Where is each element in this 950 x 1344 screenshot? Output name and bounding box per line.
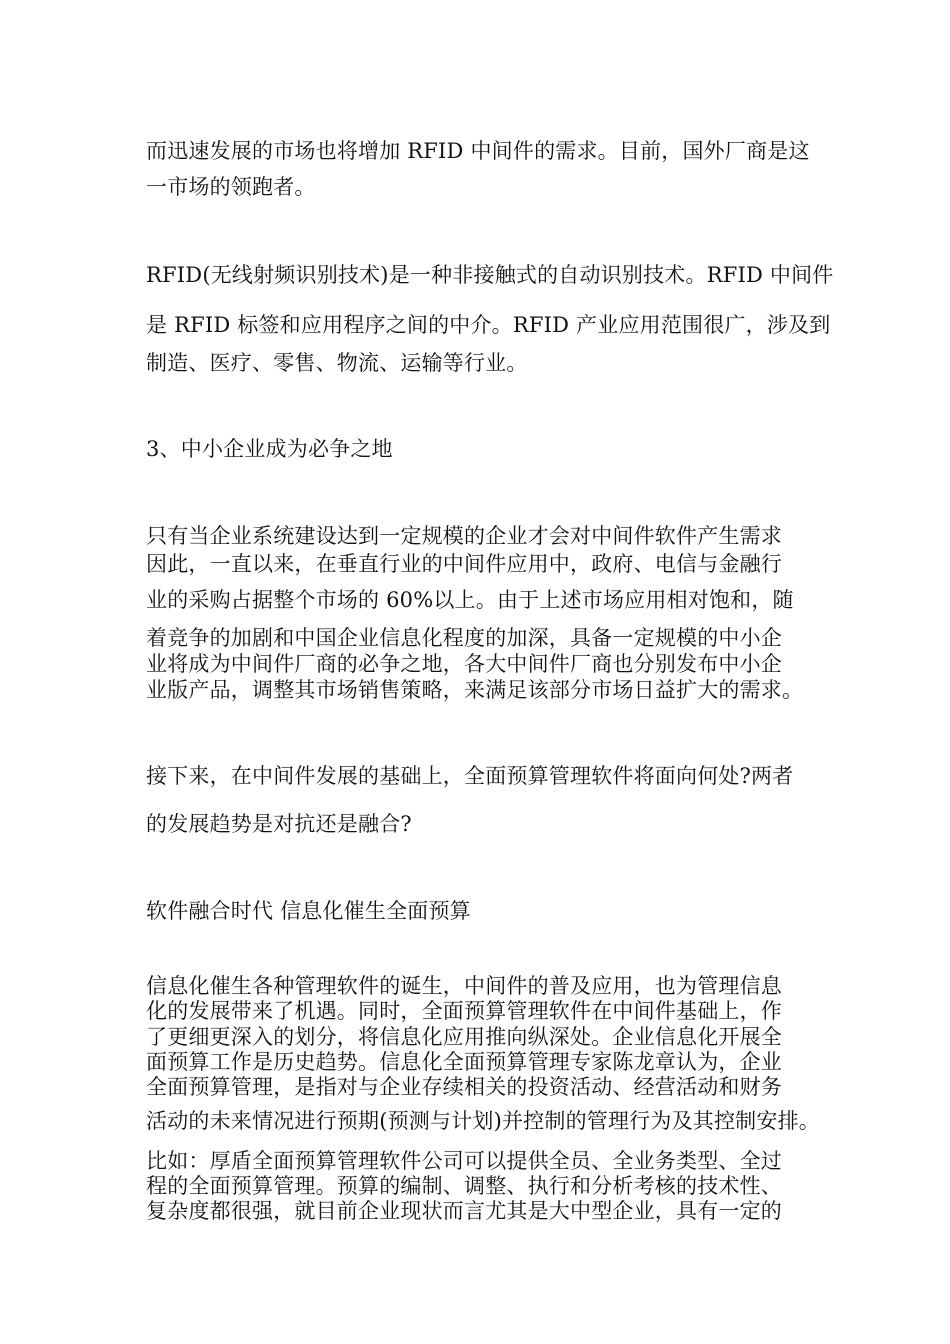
text-line: 的发展趋势是对抗还是融合? (146, 812, 412, 836)
text-line: 制造、医疗、零售、物流、运输等行业。 (146, 351, 528, 375)
text-line: 面预算工作是历史趋势。信息化全面预算管理专家陈龙章认为，企业 (146, 1050, 782, 1074)
text-line: 而迅速发展的市场也将增加 RFID 中间件的需求。目前，国外厂商是这 (146, 139, 810, 163)
text-line: 程的全面预算管理。预算的编制、调整、执行和分析考核的技术性、 (146, 1174, 782, 1198)
text-line: 是 RFID 标签和应用程序之间的中介。RFID 产业应用范围很广，涉及到 (146, 313, 831, 337)
text-line: 因此，一直以来，在垂直行业的中间件应用中，政府、电信与金融行 (146, 552, 782, 576)
text-line: 只有当企业系统建设达到一定规模的企业才会对中间件软件产生需求 (146, 524, 782, 548)
text-line: 业的采购占据整个市场的 60%以上。由于上述市场应用相对饱和，随 (146, 588, 794, 612)
text-line: 一市场的领跑者。 (146, 175, 316, 199)
text-line: 信息化催生各种管理软件的诞生，中间件的普及应用，也为管理信息 (146, 974, 782, 998)
text-line: 复杂度都很强，就目前企业现状而言尤其是大中型企业，具有一定的 (146, 1199, 782, 1223)
text-line: 比如：厚盾全面预算管理软件公司可以提供全员、全业务类型、全过 (146, 1149, 782, 1173)
text-line: RFID(无线射频识别技术)是一种非接触式的自动识别技术。RFID 中间件 (146, 263, 834, 287)
text-line: 活动的未来情况进行预期(预测与计划)并控制的管理行为及其控制安排。 (146, 1109, 820, 1133)
section-heading: 软件融合时代 信息化催生全面预算 (146, 899, 471, 923)
text-line: 接下来，在中间件发展的基础上，全面预算管理软件将面向何处?两者 (146, 764, 794, 788)
text-line: 化的发展带来了机遇。同时，全面预算管理软件在中间件基础上，作 (146, 999, 782, 1023)
text-line: 业将成为中间件厂商的必争之地，各大中间件厂商也分别发布中小企 (146, 652, 782, 676)
text-line: 着竞争的加剧和中国企业信息化程度的加深，具备一定规模的中小企 (146, 626, 782, 650)
text-line: 全面预算管理，是指对与企业存续相关的投资活动、经营活动和财务 (146, 1075, 782, 1099)
section-heading: 3、中小企业成为必争之地 (146, 437, 393, 461)
text-line: 了更细更深入的划分，将信息化应用推向纵深处。企业信息化开展全 (146, 1025, 782, 1049)
text-line: 业版产品，调整其市场销售策略，来满足该部分市场日益扩大的需求。 (146, 678, 804, 702)
